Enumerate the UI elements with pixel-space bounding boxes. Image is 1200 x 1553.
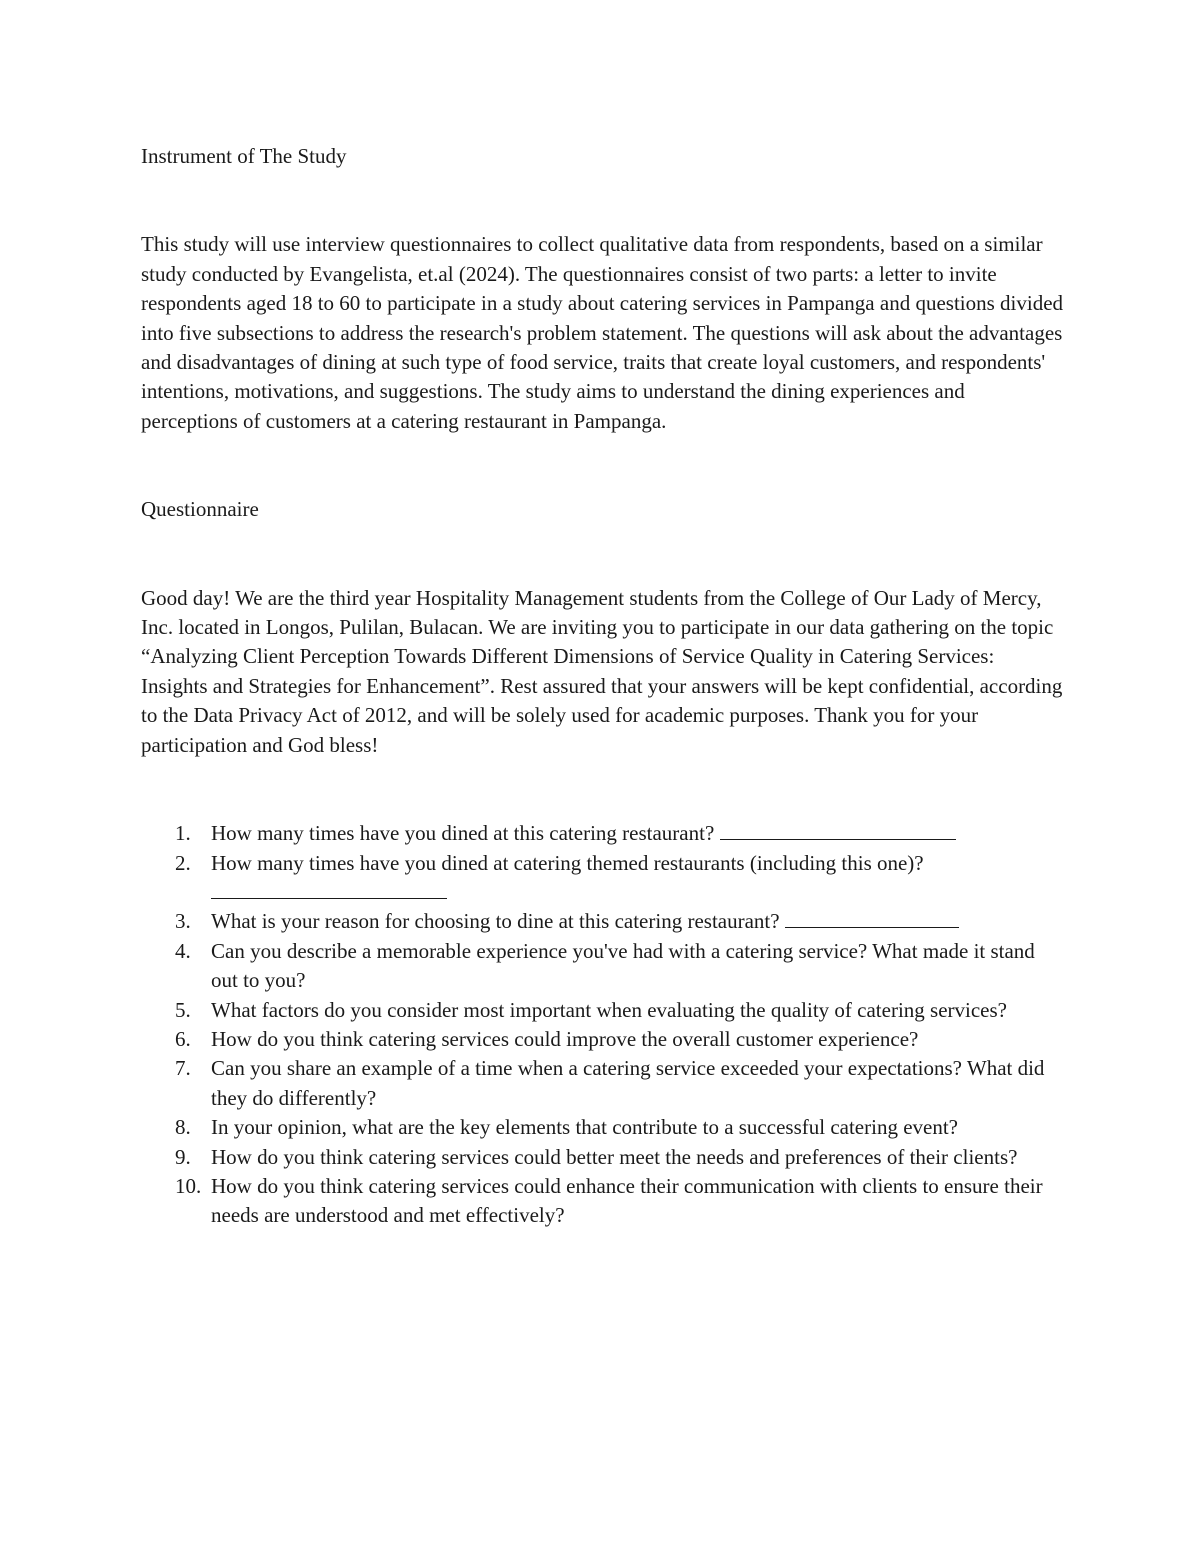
question-text: How many times have you dined at catering themed restaurants (including this one)?: [211, 850, 924, 875]
instrument-paragraph: This study will use interview questionnaires to collect qualitative data from respondents, based on a similar study conducted by Evangelista, et.al (2024). The questionnaires consist of two parts: a letter to invite respondents aged 18 to 60 to participate in a study about catering services in Pampanga and questions divided into five subsections to address the research's problem statement. The questions will ask about the advantages and disadvantages of dining at such type of food service, traits that create loyal customers, and respondents' intentions, motivations, and suggestions. The study aims to understand the dining experiences and perceptions of customers at a catering restaurant in Pampanga.: [141, 232, 1064, 433]
question-number: 5.: [175, 997, 191, 1022]
question-number: 10.: [175, 1173, 202, 1198]
question-text: Can you share an example of a time when a catering service exceeded your expectations? What did they do differently?: [211, 1056, 1045, 1110]
section-title-instrument: Instrument of The Study: [141, 144, 347, 168]
question-item: [141, 849, 1066, 908]
question-item: [141, 1172, 1066, 1231]
question-text: How do you think catering services could enhance their communication with clients to ensure their needs are understood and met effectively?: [211, 1173, 1043, 1228]
document-page: [141, 142, 1066, 1231]
question-text: In your opinion, what are the key elements that contribute to a successful catering event?: [211, 1115, 958, 1140]
question-text: What is your reason for choosing to dine at this catering restaurant?: [211, 909, 785, 934]
invitation-letter-paragraph: Good day! We are the third year Hospitality Management students from the College of Our Lady of Mercy, Inc. located in Longos, Pulilan, Bulacan. We are inviting you to participate in our data gathering on the topic “Analyzing Client Perception Towards Different Dimensions of Service Quality in Catering Services: Insights and Strategies for Enhancement”. Rest assured that your answers will be kept confidential, according to the Data Privacy Act of 2012, and will be solely used for academic purposes. Thank you for your participation and God bless!: [141, 585, 1063, 757]
question-text: Can you describe a memorable experience you've had with a catering service? What made it stand out to you?: [211, 938, 1035, 993]
question-text: How many times have you dined at this catering restaurant?: [211, 821, 720, 846]
answer-blank-line[interactable]: [211, 878, 447, 899]
question-item: [141, 996, 1066, 1025]
question-list: [141, 819, 1066, 1231]
question-number: 2.: [175, 850, 191, 875]
question-number: 6.: [175, 1026, 191, 1051]
question-item: [141, 937, 1066, 996]
question-number: 9.: [175, 1144, 191, 1169]
question-item: [141, 1113, 1066, 1142]
answer-blank-line[interactable]: [720, 819, 956, 840]
question-item: [141, 819, 1066, 848]
question-item: [141, 1025, 1066, 1054]
question-text: How do you think catering services could improve the overall customer experience?: [211, 1026, 919, 1051]
question-number: 8.: [175, 1115, 191, 1140]
section-title-questionnaire: Questionnaire: [141, 497, 259, 522]
question-item: [141, 1054, 1066, 1113]
question-text: What factors do you consider most important when evaluating the quality of catering services?: [211, 997, 1008, 1022]
question-number: 1.: [175, 821, 191, 846]
answer-blank-line[interactable]: [785, 907, 959, 928]
question-item: [141, 907, 1066, 936]
question-item: [141, 1143, 1066, 1172]
question-number: 7.: [175, 1056, 191, 1081]
question-number: 4.: [175, 938, 191, 963]
question-number: 3.: [175, 909, 191, 934]
question-text: How do you think catering services could better meet the needs and preferences of their clients?: [211, 1144, 1018, 1169]
